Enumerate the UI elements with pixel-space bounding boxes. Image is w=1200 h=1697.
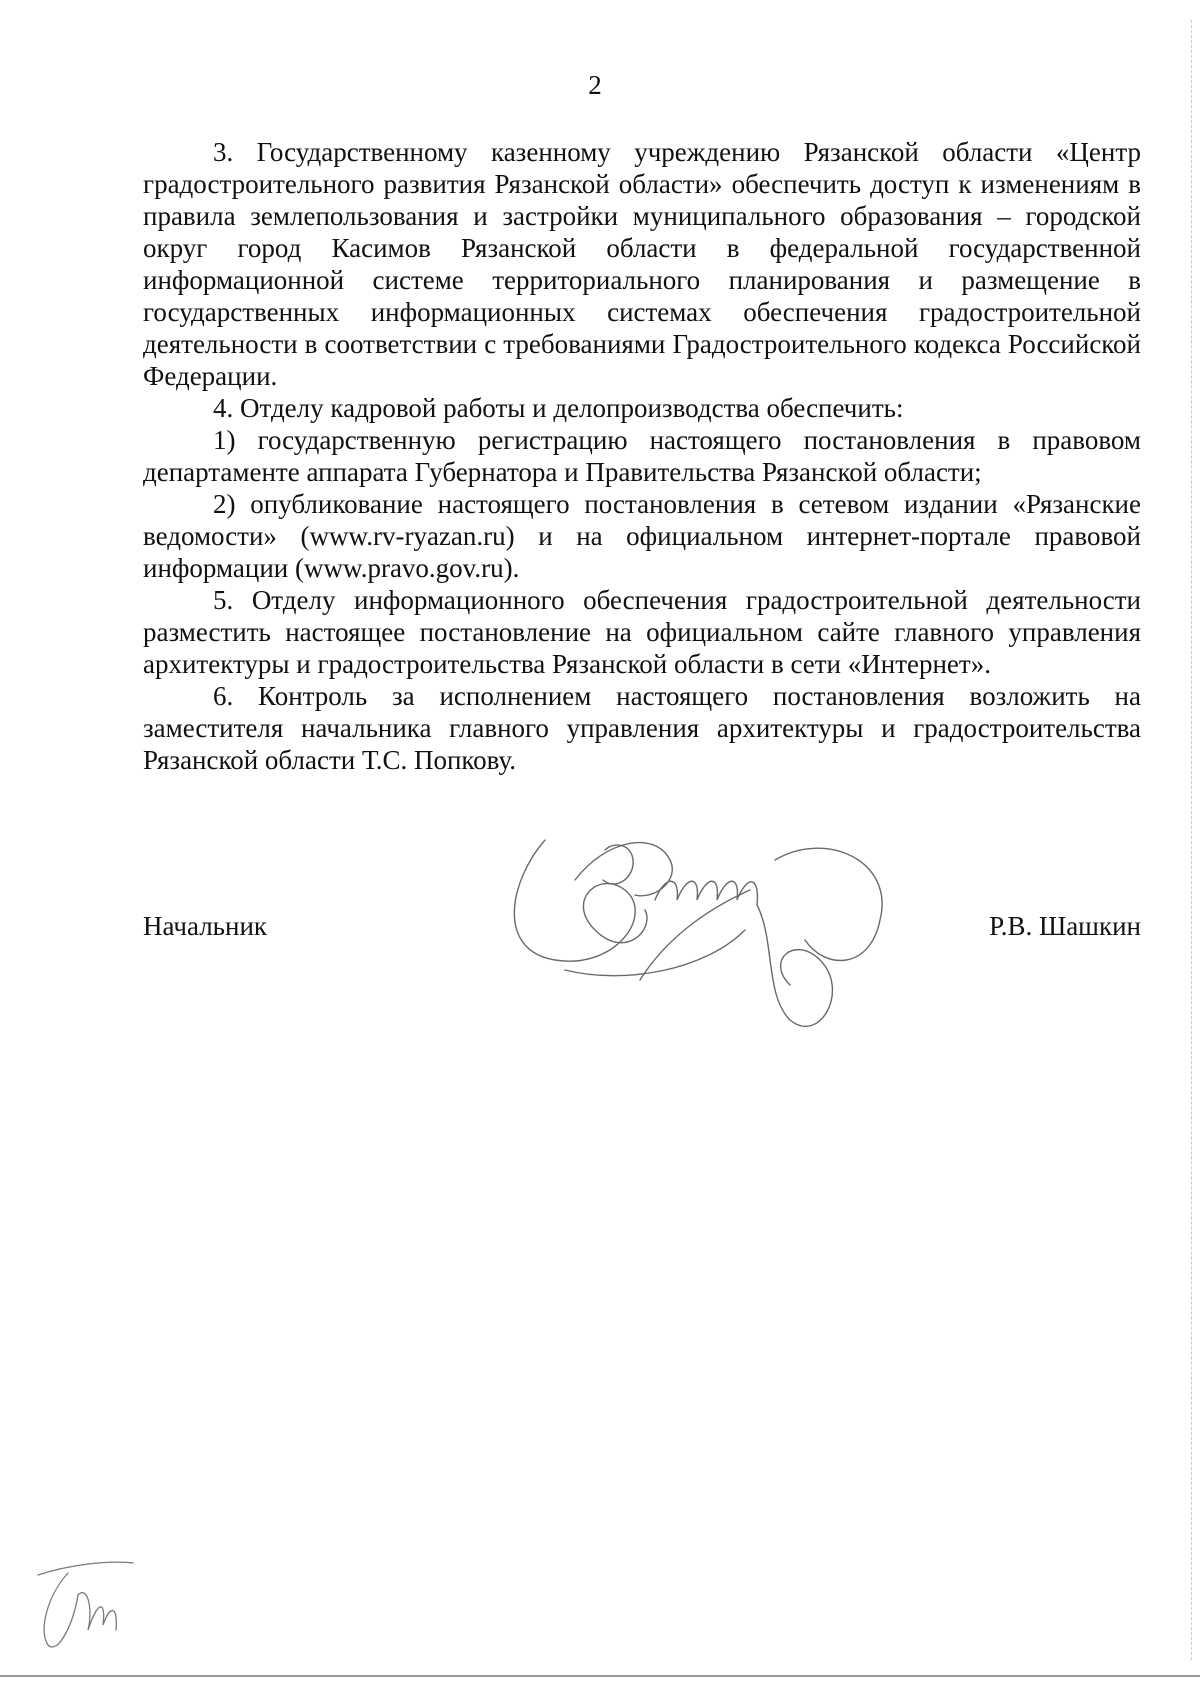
document-body: [143, 136, 1141, 776]
paragraph-4-item-2: 2) опубликование настоящего постановления в сетевом издании «Рязанские ведомости» (www.rv-ryazan.ru) и на официальном интернет-портале правовой информации (www.pravo.gov.ru).: [143, 489, 1141, 583]
scan-edge-bottom: [0, 1675, 1200, 1677]
initials-scribble: [28, 1555, 138, 1655]
signature-block: [143, 910, 1141, 950]
scan-edge-right: [1190, 20, 1192, 1660]
paragraph-5: 5. Отделу информационного обеспечения градостроительной деятельности разместить настоящее постановление на официальном сайте главного управления архитектуры и градостроительства Рязанской области в сети «Интернет».: [143, 585, 1141, 679]
paragraph-4: 4. Отделу кадровой работы и делопроизводства обеспечить:: [213, 393, 904, 423]
paragraph-4-item-1: 1) государственную регистрацию настоящего постановления в правовом департаменте аппарата Губернатора и Правительства Рязанской области;: [143, 425, 1141, 487]
paragraph-6: 6. Контроль за исполнением настоящего постановления возложить на заместителя начальника главного управления архитектуры и градостроительства Рязанской области Т.С. Попкову.: [143, 681, 1141, 775]
paragraph-3: 3. Государственному казенному учреждению Рязанской области «Центр градостроительного развития Рязанской области» обеспечить доступ к изменениям в правила землепользования и застройки муниципального образования – городской округ город Касимов Рязанской области в федеральной государственной информационной системе территориального планирования и размещение в государственных информационных системах обеспечения градостроительной деятельности в соответствии с требованиями Градостроительного кодекса Российской Федерации.: [143, 137, 1141, 391]
position-title: Начальник: [143, 911, 268, 941]
page-number: 2: [588, 70, 602, 100]
signer-name: Р.В. Шашкин: [989, 911, 1141, 941]
